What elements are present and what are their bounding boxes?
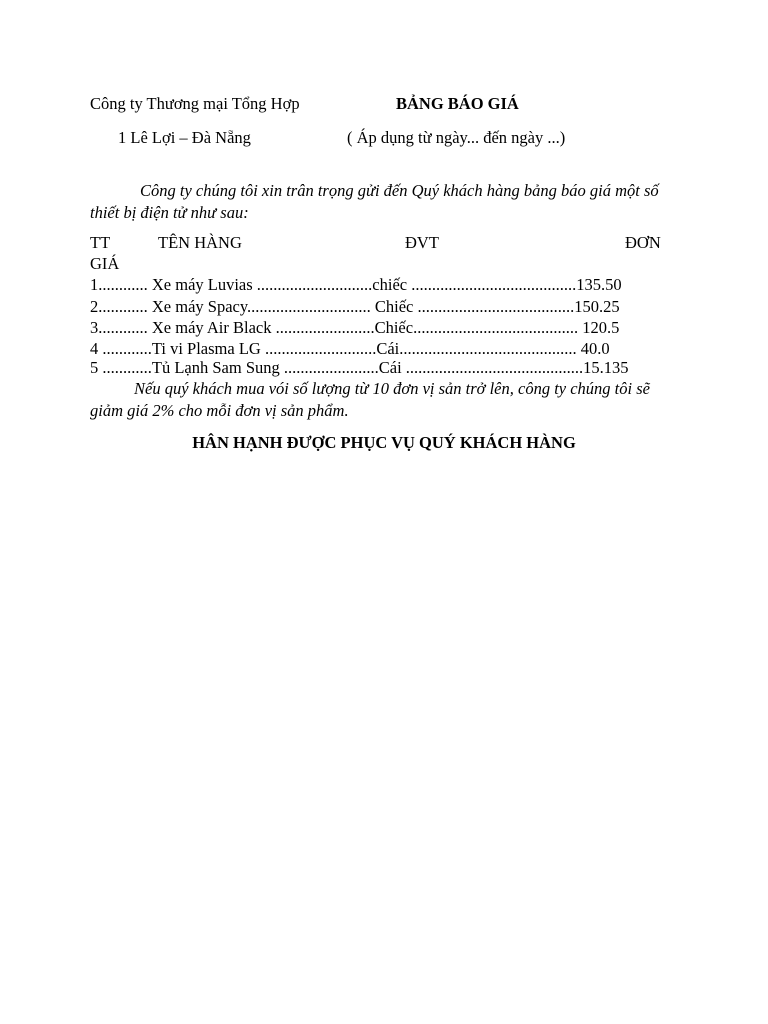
- discount-note: Nếu quý khách mua vói số lượng từ 10 đơn vị sản trở lên, công ty chúng tôi sẽ giảm giá 2% cho mỗi đơn vị sản phẩm.: [90, 379, 650, 420]
- table-row: 5 ............Tủ Lạnh Sam Sung .......................Cái ...........................................15.135: [90, 358, 629, 377]
- document-title: BẢNG BÁO GIÁ: [396, 94, 519, 113]
- table-row: 1............ Xe máy Luvias ............................chiếc ........................................135.50: [90, 275, 622, 294]
- header-price-continued: GIÁ: [90, 254, 120, 273]
- table-row: 4 ............Ti vi Plasma LG ...........................Cái........................................... 40.0: [90, 339, 610, 358]
- company-name: Công ty Thương mại Tổng Hợp: [90, 94, 300, 113]
- table-row: 3............ Xe máy Air Black ........................Chiếc........................................ 120.5: [90, 318, 620, 337]
- header-name: TÊN HÀNG: [158, 233, 242, 252]
- table-row: 2............ Xe máy Spacy.............................. Chiếc ......................................150.25: [90, 297, 620, 316]
- validity-period: ( Áp dụng từ ngày... đến ngày ...): [347, 128, 566, 147]
- header-unit: ĐVT: [405, 233, 439, 252]
- header-tt: TT: [90, 233, 111, 252]
- intro-paragraph: Công ty chúng tôi xin trân trọng gửi đến Quý khách hàng bảng báo giá một số thiết bị điện tử như sau:: [90, 181, 659, 222]
- company-address: 1 Lê Lợi – Đà Nẵng: [118, 128, 251, 147]
- header-price: ĐƠN: [625, 233, 661, 252]
- closing-line: HÂN HẠNH ĐƯỢC PHỤC VỤ QUÝ KHÁCH HÀNG: [192, 433, 576, 452]
